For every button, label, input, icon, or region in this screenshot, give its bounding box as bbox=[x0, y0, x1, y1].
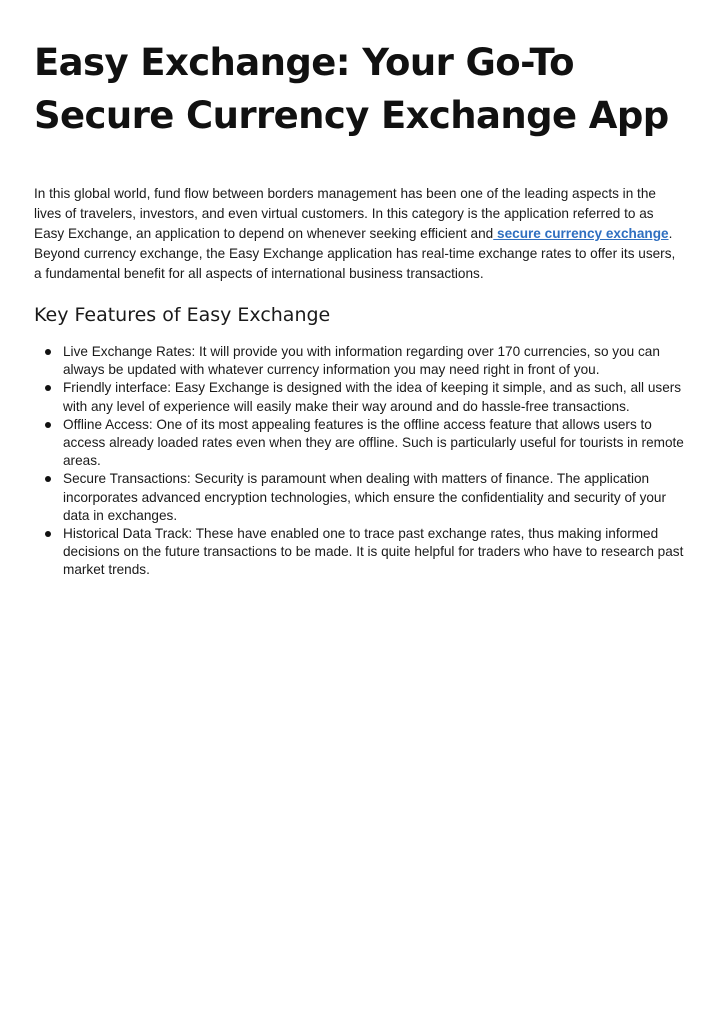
bullet-icon bbox=[45, 422, 51, 428]
list-item-text: Live Exchange Rates: It will provide you with information regarding over 170 currencies, so you can always be updated with whatever currency information you may need right in front of you. bbox=[63, 344, 660, 378]
features-heading: Key Features of Easy Exchange bbox=[34, 304, 331, 326]
bullet-icon bbox=[45, 476, 51, 482]
bullet-icon bbox=[45, 349, 51, 355]
list-item bbox=[34, 343, 686, 379]
page-title: Easy Exchange: Your Go-To Secure Currency Exchange App bbox=[34, 41, 669, 137]
list-item-text: Offline Access: One of its most appealing features is the offline access feature that allows users to access already loaded rates even when they are offline. Such is particularly useful for tourists in remote areas. bbox=[63, 416, 684, 469]
list-item bbox=[34, 470, 686, 525]
bullet-icon bbox=[45, 531, 51, 537]
intro-text-after-link: . Beyond currency exchange, the Easy Exchange application has real-time exchange rates to offer its users, a fundamental benefit for all aspects of international business transactions. bbox=[34, 226, 676, 281]
list-item bbox=[34, 525, 686, 580]
bullet-icon bbox=[45, 385, 51, 391]
list-item-text: Secure Transactions: Security is paramount when dealing with matters of finance. The application incorporates advanced encryption technologies, which ensure the confidentiality and security of your data in exchanges. bbox=[63, 471, 667, 523]
list-item-text: Historical Data Track: These have enabled one to trace past exchange rates, thus making informed decisions on the future transactions to be made. It is quite helpful for traders who have to research past market trends. bbox=[63, 526, 684, 578]
intro-text-before-link: In this global world, fund flow between borders management has been one of the leading aspects in the lives of travelers, investors, and even virtual customers. In this category is the application referred to as Easy Exchange, an application to depend on whenever seeking efficient and bbox=[34, 186, 656, 241]
list-item bbox=[34, 379, 686, 415]
list-item bbox=[34, 416, 686, 471]
list-item-text: Friendly interface: Easy Exchange is designed with the idea of keeping it simple, and as such, all users with any level of experience will easily make their way around and do hassle-free transactions. bbox=[63, 380, 682, 414]
secure-currency-exchange-link[interactable]: secure currency exchange bbox=[493, 226, 669, 241]
features-list bbox=[34, 343, 686, 580]
intro-paragraph bbox=[34, 184, 686, 284]
